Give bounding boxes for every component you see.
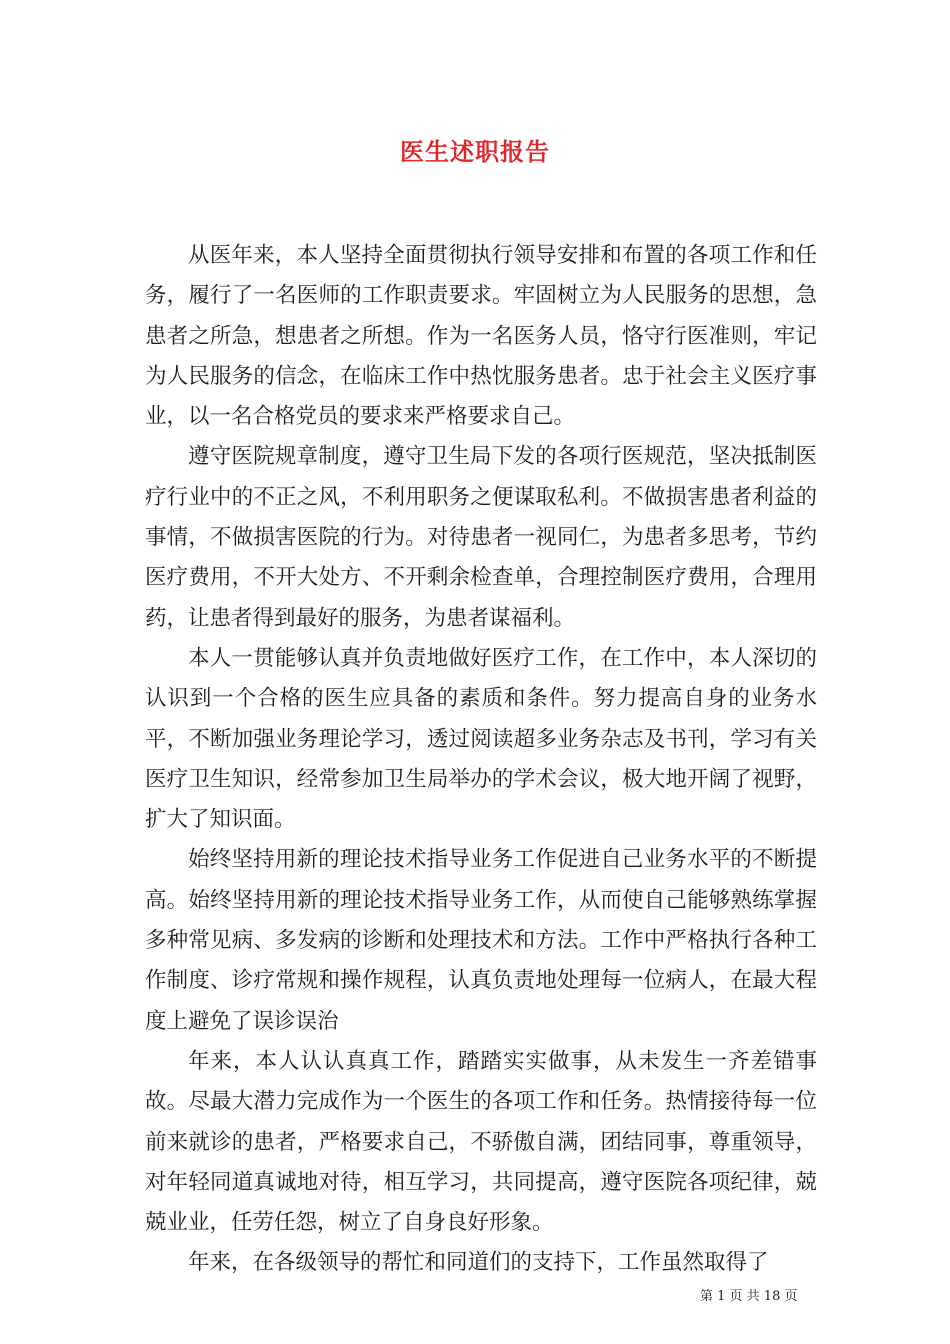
paragraph: 年来，在各级领导的帮忙和同道们的支持下，工作虽然取得了 — [188, 1250, 769, 1276]
paragraph: 始终坚持用新的理论技术指导业务工作促进自己业务水平的不断提高。始终坚持用新的理论技术指导业务工作，从而使自己能够熟练掌握多种常见病、多发病的诊断和处理技术和方法。工作中严格执行各种工作制度、诊疗常规和操作规程，认真负责地处理每一位病人，在最大程度上避免了误诊误治 — [145, 847, 817, 1034]
document-title: 医生述职报告 — [400, 137, 550, 166]
paragraph: 年来，本人认认真真工作，踏踏实实做事，从未发生一齐差错事故。尽最大潜力完成作为一个医生的各项工作和任务。热情接待每一位前来就诊的患者，严格要求自己，不骄傲自满，团结同事，尊重领导，对年轻同道真诚地对待，相互学习，共同提高，遵守医院各项纪律，兢兢业业，任劳任怨，树立了自身良好形象。 — [145, 1048, 817, 1236]
paragraph: 本人一贯能够认真并负责地做好医疗工作，在工作中，本人深切的认识到一个合格的医生应具备的素质和条件。努力提高自身的业务水平，不断加强业务理论学习，透过阅读超多业务杂志及书刊，学习有关医疗卫生知识，经常参加卫生局举办的学术会议，极大地开阔了视野，扩大了知识面。 — [145, 645, 817, 833]
document-body — [145, 236, 817, 1284]
paragraph: 遵守医院规章制度，遵守卫生局下发的各项行医规范，坚决抵制医疗行业中的不正之风，不利用职务之便谋取私利。不做损害患者利益的事情，不做损害医院的行为。对待患者一视同仁，为患者多思考，节约医疗费用，不开大处方、不开剩余检查单，合理控制医疗费用，合理用药，让患者得到最好的服务，为患者谋福利。 — [145, 444, 817, 631]
paragraph: 从医年来，本人坚持全面贯彻执行领导安排和布置的各项工作和任务，履行了一名医师的工作职责要求。牢固树立为人民服务的思想，急患者之所急，想患者之所想。作为一名医务人员，恪守行医准则，牢记为人民服务的信念，在临床工作中热忱服务患者。忠于社会主义医疗事业，以一名合格党员的要求来严格要求自己。 — [145, 243, 817, 430]
page-number: 第 1 页 共 18 页 — [700, 1289, 798, 1304]
